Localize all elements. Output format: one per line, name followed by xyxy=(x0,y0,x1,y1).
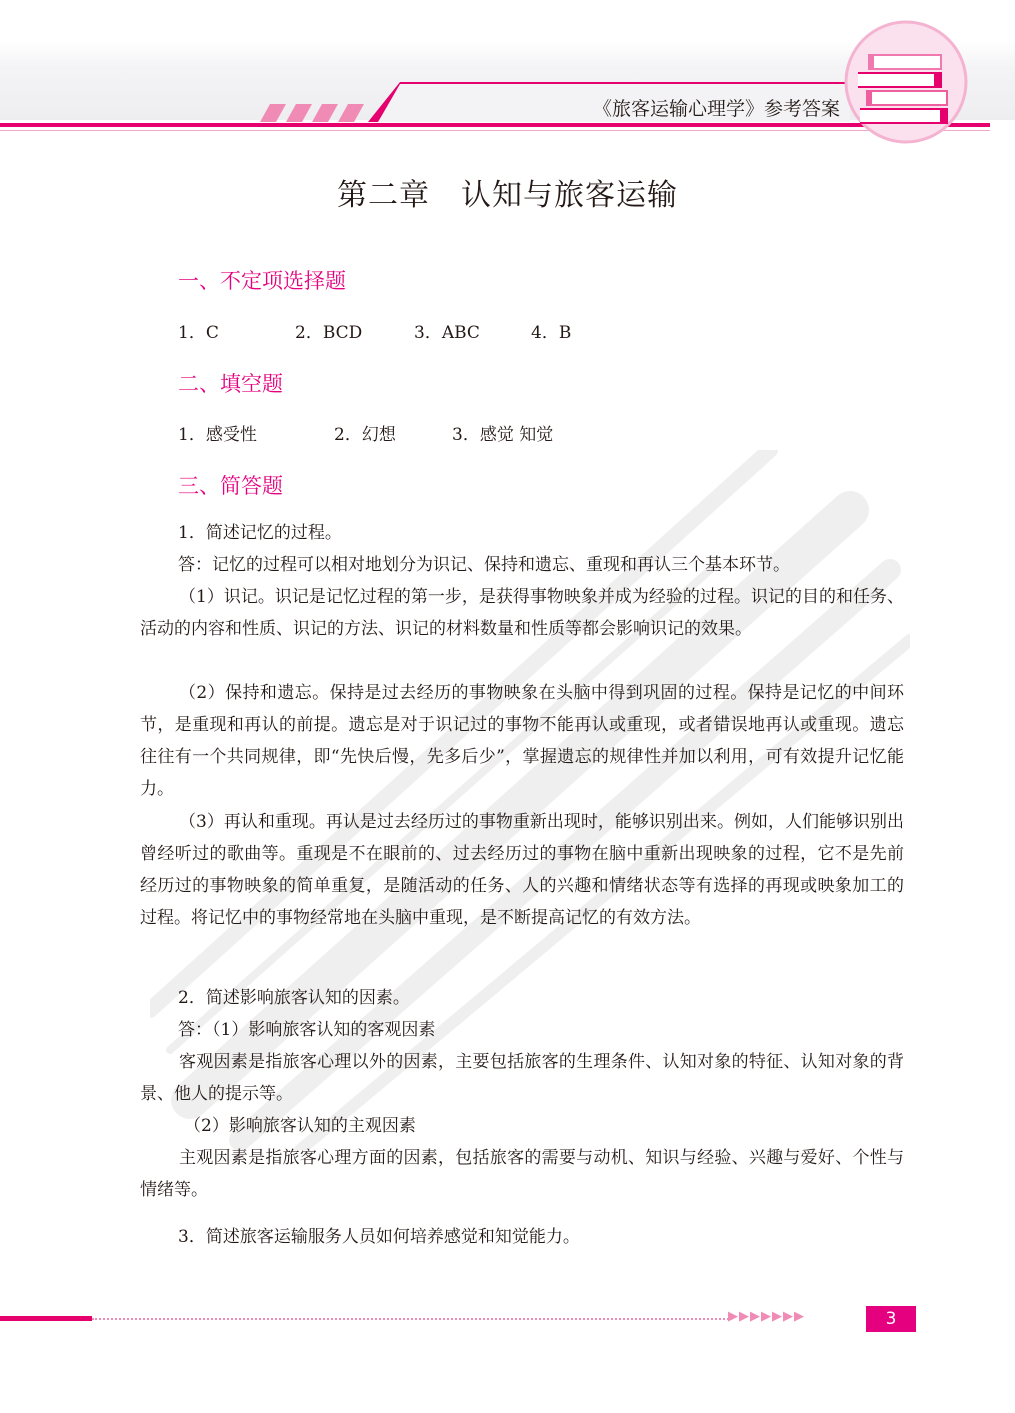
footer-dotted-rule xyxy=(92,1318,732,1320)
page-number: 3 xyxy=(866,1306,916,1332)
section-heading-short: 三、简答题 xyxy=(178,474,283,498)
footer-bar xyxy=(0,1316,92,1321)
question-2-answer-2-text: 主观因素是指旅客心理方面的因素，包括旅客的需要与动机、知识与经验、兴趣与爱好、个性与情绪等。 xyxy=(140,1148,904,1200)
question-2: 2．简述影响旅客认知的因素。 xyxy=(178,988,410,1008)
question-1-point-2: （2）保持和遗忘。保持是过去经历的事物映象在头脑中得到巩固的过程。保持是记忆的中间环节，是重现和再认的前提。遗忘是对于识记过的事物不能再认或重现，或者错误地再认或重现。遗忘往往有一个共同规律，即“先快后慢，先多后少”，掌握遗忘的规律性并加以利用，可有效提升记忆能力。 xyxy=(140,683,904,799)
fill-answers xyxy=(178,420,678,446)
question-1: 1．简述记忆的过程。 xyxy=(178,523,342,543)
books-icon xyxy=(838,18,968,148)
section-heading-fill: 二、填空题 xyxy=(178,372,283,396)
choice-answer: 4．B xyxy=(531,323,572,343)
question-1-point-1: （1）识记。识记是记忆过程的第一步，是获得事物映象并成为经验的过程。识记的目的和任务、活动的内容和性质、识记的方法、识记的材料数量和性质等都会影响识记的效果。 xyxy=(140,587,904,639)
section-heading-choice: 一、不定项选择题 xyxy=(178,269,346,293)
footer-arrows-decoration: ▶▶▶▶▶▶▶ xyxy=(728,1309,805,1324)
choice-answer: 2．BCD xyxy=(295,323,363,343)
choice-answers xyxy=(178,318,678,344)
fill-answer: 1．感受性 xyxy=(178,425,257,445)
chapter-title: 第二章 认知与旅客运输 xyxy=(337,178,678,213)
fill-answer: 2．幻想 xyxy=(334,425,396,445)
question-2-answer-1: 答：（1）影响旅客认知的客观因素 xyxy=(178,1020,436,1040)
header-book-title: 《旅客运输心理学》参考答案 xyxy=(592,98,840,120)
question-1-point-3: （3）再认和重现。再认是过去经历过的事物重新出现时，能够识别出来。例如，人们能够识别出曾经听过的歌曲等。重现是不在眼前的、过去经历过的事物在脑中重新出现映象的过程，它不是先前经历过的事物映象的简单重复，是随活动的任务、人的兴趣和情绪状态等有选择的再现或映象加工的过程。将记忆中的事物经常地在头脑中重现，是不断提高记忆的有效方法。 xyxy=(140,812,904,928)
question-2-answer-2: （2）影响旅客认知的主观因素 xyxy=(184,1116,416,1136)
choice-answer: 1．C xyxy=(178,323,219,343)
fill-answer: 3．感觉 知觉 xyxy=(452,425,554,445)
choice-answer: 3．ABC xyxy=(414,323,480,343)
question-3: 3．简述旅客运输服务人员如何培养感觉和知觉能力。 xyxy=(178,1227,580,1247)
question-1-answer: 答：记忆的过程可以相对地划分为识记、保持和遗忘、重现和再认三个基本环节。 xyxy=(178,555,790,575)
question-2-answer-1-text: 客观因素是指旅客心理以外的因素，主要包括旅客的生理条件、认知对象的特征、认知对象的背景、他人的提示等。 xyxy=(140,1052,904,1104)
